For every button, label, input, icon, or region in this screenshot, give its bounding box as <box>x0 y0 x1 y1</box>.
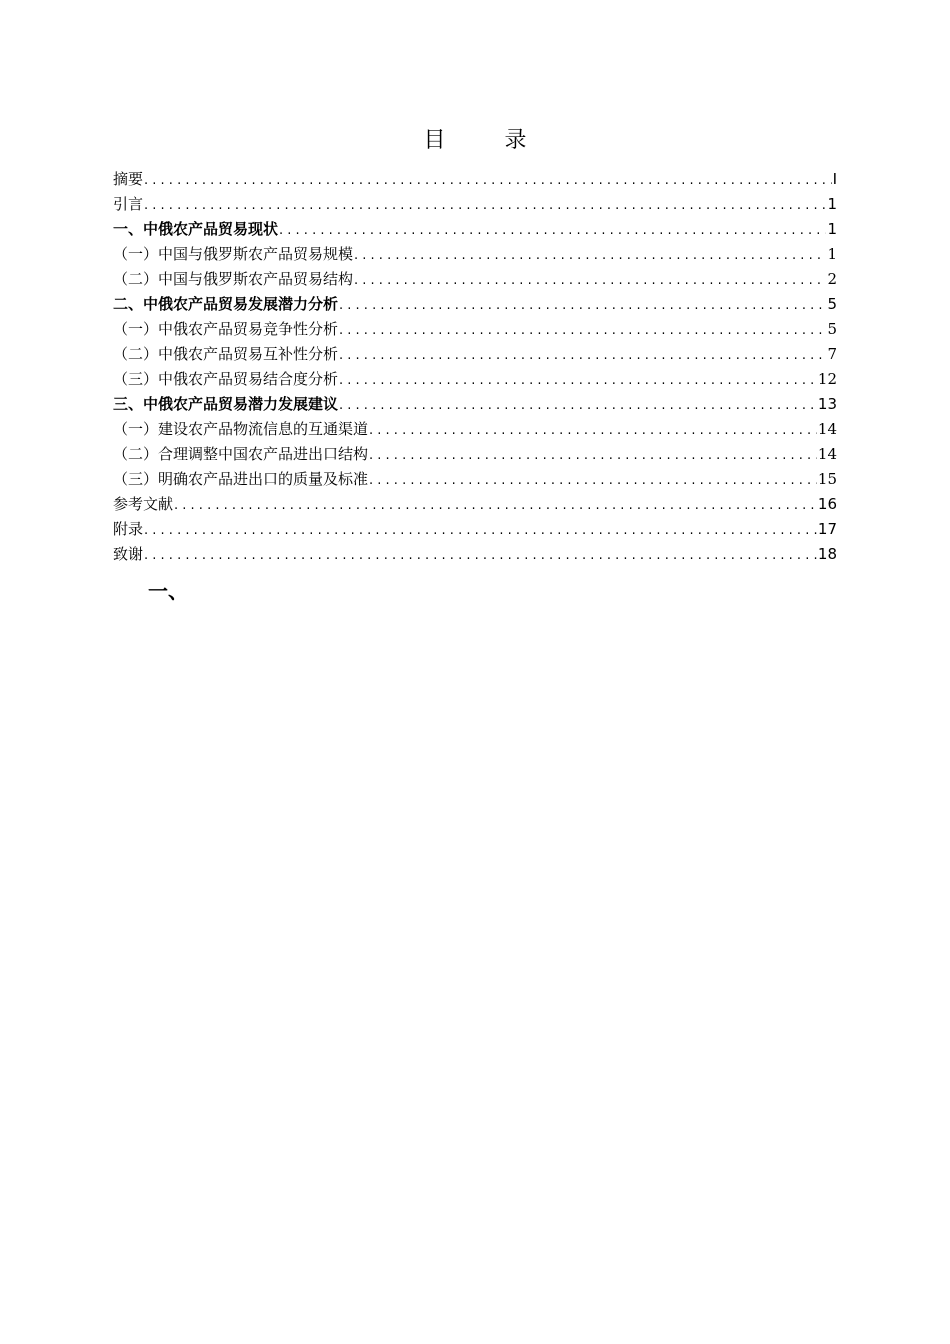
toc-entry-label: 一、中俄农产品贸易现状 <box>113 220 279 238</box>
toc-entry-page-number: 1 <box>827 245 837 263</box>
toc-entry-label: （一）中国与俄罗斯农产品贸易规模 <box>113 245 354 263</box>
toc-entry[interactable] <box>113 417 837 442</box>
toc-dot-leader <box>339 393 817 418</box>
toc-dot-leader <box>354 268 826 293</box>
toc-entry-label: （二）中国与俄罗斯农产品贸易结构 <box>113 270 354 288</box>
toc-entry[interactable] <box>113 467 837 492</box>
toc-entry-page-number: 2 <box>827 270 837 288</box>
toc-entry-page-number: 12 <box>817 370 837 388</box>
toc-dot-leader <box>339 318 826 343</box>
toc-entry-page-number: 15 <box>817 470 837 488</box>
toc-dot-leader <box>369 468 817 493</box>
toc-entry-label: 摘要 <box>113 170 144 188</box>
toc-entry-label: 三、中俄农产品贸易潜力发展建议 <box>113 395 339 413</box>
toc-entry[interactable] <box>113 342 837 367</box>
toc-entry[interactable] <box>113 392 837 417</box>
toc-title: 目 录 <box>423 128 553 153</box>
toc-entry-label: （一）建设农产品物流信息的互通渠道 <box>113 420 369 438</box>
toc-entry-page-number: 1 <box>827 220 837 238</box>
toc-entry[interactable] <box>113 367 837 392</box>
toc-entry-page-number: 16 <box>817 495 837 513</box>
toc-dot-leader <box>339 343 826 368</box>
toc-dot-leader <box>339 368 817 393</box>
toc-entry[interactable] <box>113 267 837 292</box>
toc-list <box>113 167 837 567</box>
toc-entry[interactable] <box>113 317 837 342</box>
toc-entry[interactable] <box>113 517 837 542</box>
toc-dot-leader <box>369 443 817 468</box>
toc-entry-label: （三）明确农产品进出口的质量及标准 <box>113 470 369 488</box>
toc-entry-page-number: I <box>832 170 837 188</box>
toc-dot-leader <box>144 518 817 543</box>
toc-dot-leader <box>279 218 826 243</box>
toc-entry-page-number: 1 <box>827 195 837 213</box>
toc-entry-label: （三）中俄农产品贸易结合度分析 <box>113 370 339 388</box>
toc-dot-leader <box>354 243 826 268</box>
toc-dot-leader <box>174 493 817 518</box>
toc-entry-page-number: 13 <box>817 395 837 413</box>
toc-entry[interactable] <box>113 292 837 317</box>
toc-entry[interactable] <box>113 167 837 192</box>
toc-entry[interactable] <box>113 217 837 242</box>
toc-entry[interactable] <box>113 192 837 217</box>
toc-entry[interactable] <box>113 242 837 267</box>
toc-entry-label: （一）中俄农产品贸易竞争性分析 <box>113 320 339 338</box>
toc-dot-leader <box>144 168 832 193</box>
toc-entry[interactable] <box>113 442 837 467</box>
toc-dot-leader <box>339 293 826 318</box>
toc-entry-page-number: 17 <box>817 520 837 538</box>
toc-entry-page-number: 5 <box>827 295 837 313</box>
toc-entry-page-number: 18 <box>817 545 837 563</box>
toc-entry-label: （二）中俄农产品贸易互补性分析 <box>113 345 339 363</box>
toc-entry[interactable] <box>113 492 837 517</box>
toc-entry-page-number: 5 <box>827 320 837 338</box>
toc-entry-label: 参考文献 <box>113 495 174 513</box>
toc-entry-page-number: 14 <box>817 420 837 438</box>
toc-dot-leader <box>144 543 817 568</box>
toc-entry-label: 致谢 <box>113 545 144 563</box>
toc-dot-leader <box>144 193 826 218</box>
toc-entry-label: 二、中俄农产品贸易发展潜力分析 <box>113 295 339 313</box>
toc-entry-label: 引言 <box>113 195 144 213</box>
toc-dot-leader <box>369 418 817 443</box>
section-heading: 一、 <box>148 579 188 603</box>
toc-entry-label: （二）合理调整中国农产品进出口结构 <box>113 445 369 463</box>
toc-entry-page-number: 14 <box>817 445 837 463</box>
toc-entry[interactable] <box>113 542 837 567</box>
toc-entry-label: 附录 <box>113 520 144 538</box>
toc-entry-page-number: 7 <box>827 345 837 363</box>
